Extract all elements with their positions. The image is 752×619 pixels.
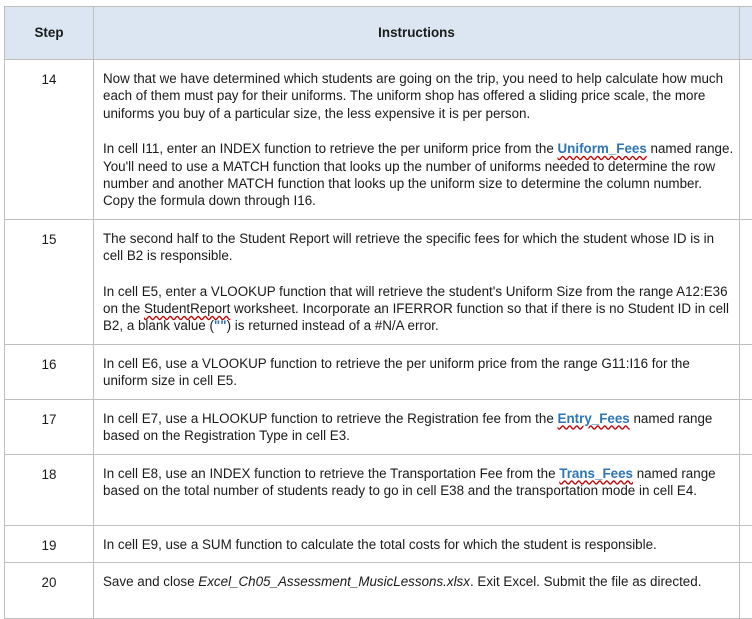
text-run: named range based on the Registration Type in cell E3. [103,411,712,443]
instruction-text: The second half to the Student Report will retrieve the specific fees for which the student whose ID is in cell B2 is responsible. [103,230,735,265]
extra-header [740,7,752,60]
text-run: . Exit Excel. Submit the file as directed. [470,574,701,589]
step-number: 17 [5,399,94,454]
instruction-text [103,573,735,590]
text-run: named range based on the total number of students ready to go in cell E38 and the transportation mode in cell E4. [103,466,716,498]
text-run: In cell E7, use a HLOOKUP function to retrieve the Registration fee from the [103,411,558,426]
text-run: ) is returned instead of a #N/A error. [227,318,439,333]
text-run: named range. You'll need to use a MATCH function that looks up the number of uniforms needed to determine the row number and another MATCH function that looks up the uniform size to determine the column number. Copy the formula down through I16. [103,141,733,208]
table-row [5,219,752,344]
instruction-text [103,465,735,500]
text-run: In cell I11, enter an INDEX function to retrieve the per uniform price from the [103,141,558,156]
instruction-text: In cell E9, use a SUM function to calculate the total costs for which the student is responsible. [103,536,735,553]
instruction-text: In cell E6, use a VLOOKUP function to retrieve the per uniform price from the range G11:I16 for the uniform size in cell E5. [103,355,735,390]
extra-cell [740,562,752,618]
instruction-cell [94,60,740,220]
instruction-cell [94,562,740,618]
text-run: In cell E5, enter a VLOOKUP function that will retrieve the student's Uniform Size from the range A12:E36 on the [103,284,728,316]
step-header: Step [5,7,94,60]
step-number: 18 [5,454,94,525]
instruction-cell [94,525,740,562]
table-row [5,344,752,399]
instructions-header: Instructions [94,7,740,60]
extra-cell [740,399,752,454]
table-row [5,399,752,454]
instruction-cell [94,399,740,454]
extra-cell [740,454,752,525]
instruction-text [103,283,735,335]
instruction-cell [94,454,740,525]
instruction-text [103,410,735,445]
instruction-cell [94,344,740,399]
text-run: worksheet. Incorporate an IFERROR function so that if there is no Student ID in cell B2, a blank value ( [103,301,729,333]
step-number: 20 [5,562,94,618]
instructions-table [4,6,752,619]
file-name: Excel_Ch05_Assessment_MusicLessons.xlsx [198,574,470,589]
sheet-name: StudentReport [144,301,230,316]
text-run: Save and close [103,574,198,589]
table-row [5,525,752,562]
blank-value-quotes: "" [214,318,227,333]
instruction-text: Now that we have determined which students are going on the trip, you need to help calculate how much each of them must pay for their uniforms. The uniform shop has offered a sliding price scale, the more uniforms you buy of a particular size, the less expensive it is per person. [103,70,735,122]
extra-cell [740,525,752,562]
step-number: 14 [5,60,94,220]
table-row [5,454,752,525]
step-number: 19 [5,525,94,562]
named-range-uniform-fees: Uniform_Fees [558,141,647,156]
step-number: 16 [5,344,94,399]
table-row [5,562,752,618]
extra-cell [740,60,752,220]
step-number: 15 [5,219,94,344]
named-range-entry-fees: Entry_Fees [558,411,630,426]
extra-cell [740,219,752,344]
instruction-cell [94,219,740,344]
text-run: In cell E8, use an INDEX function to retrieve the Transportation Fee from the [103,466,559,481]
extra-cell [740,344,752,399]
named-range-trans-fees: Trans_Fees [559,466,633,481]
table-row [5,60,752,220]
instruction-text [103,140,735,210]
header-row [5,7,752,60]
